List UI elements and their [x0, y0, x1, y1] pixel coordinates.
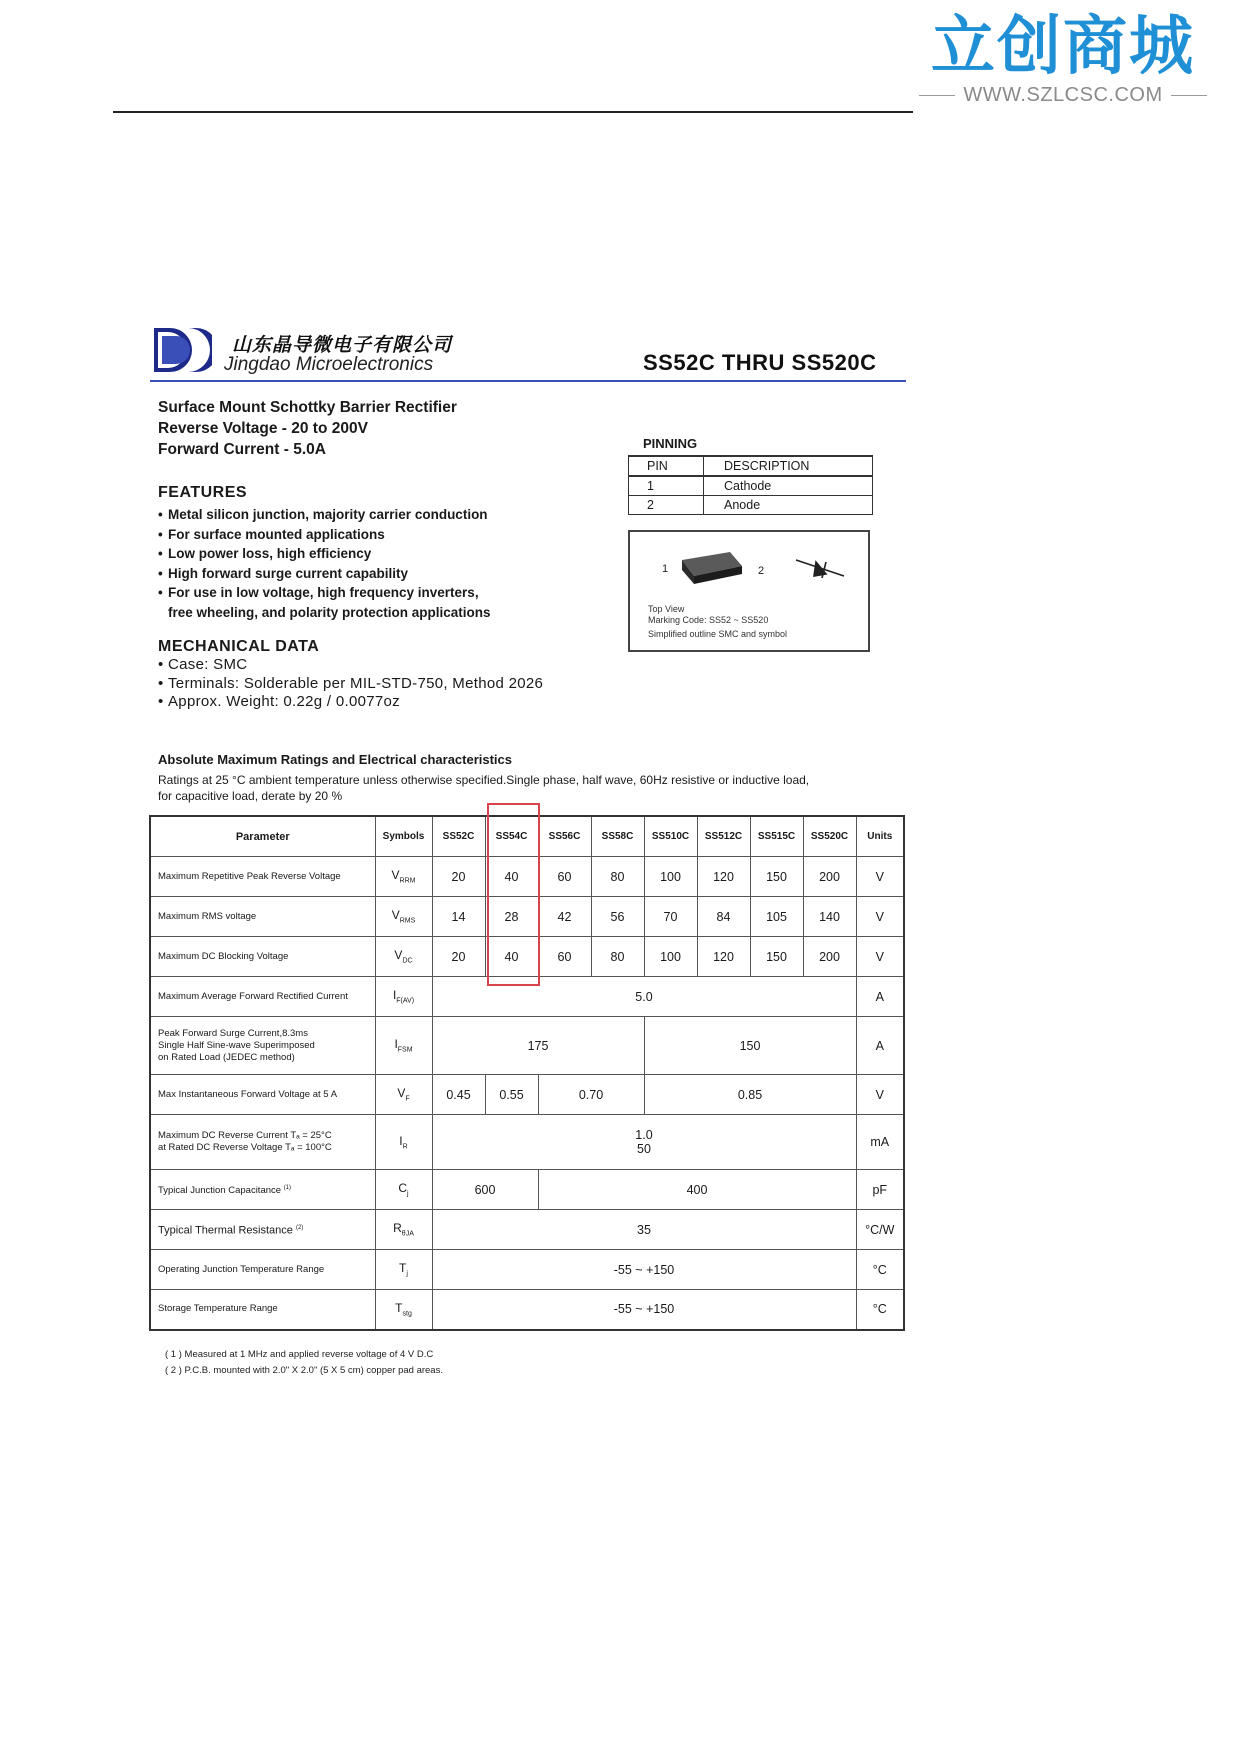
cell-value: 80	[591, 857, 644, 897]
table-row	[150, 1017, 904, 1075]
symbol-sub: stg	[402, 1310, 412, 1318]
cell-value: 0.85	[644, 1075, 856, 1115]
feature-item-continuation: free wheeling, and polarity protection applications	[168, 604, 491, 620]
mechanical-heading: MECHANICAL DATA	[158, 638, 320, 655]
param-line: Peak Forward Surge Current,8.3ms	[158, 1027, 308, 1039]
symbol-sub: DC	[402, 957, 413, 965]
symbol-vf	[375, 1075, 432, 1115]
header-parameter: Parameter	[150, 816, 375, 857]
cell-value: 150	[750, 937, 803, 977]
feature-item: • For surface mounted applications	[158, 525, 491, 545]
brand-url: WWW.SZLCSC.COM	[963, 84, 1163, 106]
cell-unit: V	[856, 857, 904, 897]
param-vdc: Maximum DC Blocking Voltage	[150, 937, 375, 977]
symbol-sub: RMS	[399, 917, 416, 925]
package-caption-outline: Simplified outline SMC and symbol	[648, 629, 788, 639]
cell-unit: A	[856, 977, 904, 1017]
product-summary	[158, 397, 457, 460]
table-row	[150, 1170, 904, 1210]
symbol-rth	[375, 1210, 432, 1250]
param-vrms: Maximum RMS voltage	[150, 897, 375, 937]
pin-number: 1	[629, 476, 704, 496]
symbol-main: V	[394, 948, 403, 963]
ratings-note-line: for capacitive load, derate by 20 %	[158, 789, 343, 803]
symbol-sub: FSM	[397, 1046, 413, 1054]
feature-item: • Metal silicon junction, majority carrier conduction	[158, 505, 491, 525]
symbol-vdc	[375, 937, 432, 977]
cell-value: 14	[432, 897, 485, 937]
symbol-main: V	[397, 1086, 406, 1101]
top-rule	[113, 111, 913, 113]
symbol-tj	[375, 1250, 432, 1290]
document-title: SS52C THRU SS520C	[643, 350, 877, 375]
cell-value: 600	[432, 1170, 538, 1210]
summary-line: Surface Mount Schottky Barrier Rectifier	[158, 399, 457, 416]
mechanical-item: • Case: SMC	[158, 656, 543, 675]
symbol-sub: R	[402, 1143, 408, 1151]
cell-value: 28	[485, 897, 538, 937]
cell-unit: mA	[856, 1115, 904, 1170]
package-pin1-label: 1	[662, 563, 669, 575]
cell-value: 0.45	[432, 1075, 485, 1115]
brand-dash-left	[919, 95, 955, 96]
cell-unit: pF	[856, 1170, 904, 1210]
brand-name: 立创商城	[931, 10, 1195, 84]
footnotes	[165, 1347, 443, 1379]
cell-value: 35	[432, 1210, 856, 1250]
symbol-main: T	[395, 1301, 403, 1316]
ratings-note-line: Ratings at 25 °C ambient temperature unless otherwise specified.Single phase, half wave, 60Hz resistive or inductive load,	[158, 773, 810, 787]
param-line: on Rated Load (JEDEC method)	[158, 1051, 295, 1063]
symbol-ifsm	[375, 1017, 432, 1075]
symbol-main: T	[399, 1261, 407, 1276]
cell-unit: V	[856, 1075, 904, 1115]
symbol-sub: F	[405, 1095, 410, 1103]
cell-value: 0.55	[485, 1075, 538, 1115]
param-text: Typical Thermal Resistance	[158, 1224, 293, 1237]
param-line: at Rated DC Reverse Voltage Tₐ = 100°C	[158, 1142, 332, 1153]
cell-value-stack	[432, 1115, 856, 1170]
cell-unit: A	[856, 1017, 904, 1075]
cell-value: 140	[803, 897, 856, 937]
symbol-sub: j	[406, 1270, 408, 1278]
cell-value: 120	[697, 857, 750, 897]
pinning-table	[628, 455, 873, 515]
package-caption-view: Top View	[648, 604, 685, 614]
description-header: DESCRIPTION	[704, 456, 873, 476]
cell-value: 1.0	[635, 1128, 653, 1142]
package-caption-marking: Marking Code: SS52 ~ SS520	[648, 615, 769, 625]
table-row	[150, 1250, 904, 1290]
header-units: Units	[856, 816, 904, 857]
company-name-cn: 山东晶导微电子有限公司	[232, 334, 453, 356]
symbol-main: I	[392, 988, 397, 1003]
param-text: Typical Junction Capacitance	[158, 1185, 282, 1197]
header-part: SS510C	[644, 816, 697, 857]
cell-value: 80	[591, 937, 644, 977]
mechanical-item: • Terminals: Solderable per MIL-STD-750, Method 2026	[158, 675, 543, 694]
feature-item: • For use in low voltage, high frequency inverters,	[158, 583, 491, 603]
symbol-main: R	[393, 1221, 402, 1236]
pinning-row	[629, 496, 873, 515]
symbol-main: C	[398, 1181, 408, 1196]
table-row	[150, 1075, 904, 1115]
cell-value: 150	[750, 857, 803, 897]
cell-value: 70	[644, 897, 697, 937]
table-row	[150, 1290, 904, 1330]
symbol-ir	[375, 1115, 432, 1170]
pinning-header-row	[629, 456, 873, 476]
cell-value: 20	[432, 857, 485, 897]
diode-symbol-icon	[796, 560, 844, 578]
pin-description: Anode	[704, 496, 873, 515]
company-name-en: Jingdao Microelectronics	[224, 354, 434, 375]
header-part: SS52C	[432, 816, 485, 857]
cell-value: 50	[637, 1142, 651, 1156]
symbol-sub: F(AV)	[396, 997, 415, 1005]
cell-value: 120	[697, 937, 750, 977]
header-part: SS58C	[591, 816, 644, 857]
cell-value: 0.70	[538, 1075, 644, 1115]
pin-number: 2	[629, 496, 704, 515]
brand-logo	[918, 10, 1208, 110]
brand-dash-right	[1171, 95, 1207, 96]
cell-value: 150	[644, 1017, 856, 1075]
header-symbols: Symbols	[375, 816, 432, 857]
cell-unit: °C	[856, 1290, 904, 1330]
cell-value: 40	[485, 937, 538, 977]
header-part: SS512C	[697, 816, 750, 857]
symbol-main: I	[394, 1037, 398, 1052]
symbol-vrms	[375, 897, 432, 937]
mechanical-item: • Approx. Weight: 0.22g / 0.0077oz	[158, 693, 543, 712]
header-rule	[150, 380, 906, 382]
cell-value: 175	[432, 1017, 644, 1075]
header-part: SS515C	[750, 816, 803, 857]
param-line: Maximum DC Reverse Current Tₐ = 25°C	[158, 1130, 332, 1141]
ratings-heading: Absolute Maximum Ratings and Electrical characteristics	[158, 752, 513, 767]
smc-package-icon	[682, 552, 742, 584]
param-vf: Max Instantaneous Forward Voltage at 5 A	[150, 1075, 375, 1115]
cell-value: 400	[538, 1170, 856, 1210]
symbol-ifav	[375, 977, 432, 1017]
cell-value: 5.0	[432, 977, 856, 1017]
cell-value: 40	[485, 857, 538, 897]
pinning-heading: PINNING	[643, 436, 698, 451]
cell-unit: °C	[856, 1250, 904, 1290]
package-outline-box	[628, 530, 870, 652]
param-line: Single Half Sine-wave Superimposed	[158, 1039, 315, 1051]
cell-value: 60	[538, 857, 591, 897]
feature-item: • High forward surge current capability	[158, 564, 491, 584]
param-ir	[150, 1115, 375, 1170]
table-row	[150, 1210, 904, 1250]
cell-value: -55 ~ +150	[432, 1250, 856, 1290]
highlight-box-ss54c	[487, 803, 540, 986]
cell-value: 100	[644, 857, 697, 897]
summary-line: Reverse Voltage - 20 to 200V	[158, 420, 368, 437]
cell-value: 200	[803, 937, 856, 977]
package-pin2-label: 2	[758, 565, 765, 577]
cell-unit: V	[856, 937, 904, 977]
header-part: SS56C	[538, 816, 591, 857]
param-ifsm	[150, 1017, 375, 1075]
cell-value: 20	[432, 937, 485, 977]
symbol-cj	[375, 1170, 432, 1210]
param-rth	[150, 1210, 375, 1250]
cell-value: 56	[591, 897, 644, 937]
summary-line: Forward Current - 5.0A	[158, 441, 326, 458]
cell-value: -55 ~ +150	[432, 1290, 856, 1330]
symbol-tstg	[375, 1290, 432, 1330]
footnote: ( 2 ) P.C.B. mounted with 2.0" X 2.0" (5 X 5 cm) copper pad areas.	[165, 1365, 443, 1376]
symbol-vrrm	[375, 857, 432, 897]
footnote-ref: (2)	[295, 1225, 304, 1232]
symbol-main: V	[391, 908, 400, 923]
pin-description: Cathode	[704, 476, 873, 496]
param-ifav: Maximum Average Forward Rectified Current	[150, 977, 375, 1017]
cell-unit: °C/W	[856, 1210, 904, 1250]
symbol-main: V	[391, 868, 400, 883]
features-list	[158, 505, 491, 622]
symbol-sub: RRM	[399, 877, 416, 885]
symbol-sub: θJA	[401, 1230, 414, 1238]
features-heading: FEATURES	[158, 484, 248, 501]
cell-value: 100	[644, 937, 697, 977]
cell-unit: V	[856, 897, 904, 937]
cell-value: 60	[538, 937, 591, 977]
company-logo-icon	[152, 326, 212, 376]
table-row	[150, 1115, 904, 1170]
cell-value: 42	[538, 897, 591, 937]
header-part: SS54C	[485, 816, 538, 857]
param-tstg: Storage Temperature Range	[150, 1290, 375, 1330]
param-cj	[150, 1170, 375, 1210]
ratings-note	[158, 772, 918, 804]
pin-header: PIN	[629, 456, 704, 476]
pinning-row	[629, 476, 873, 496]
cell-value: 84	[697, 897, 750, 937]
param-vrrm: Maximum Repetitive Peak Reverse Voltage	[150, 857, 375, 897]
package-drawing	[630, 532, 868, 650]
param-tj: Operating Junction Temperature Range	[150, 1250, 375, 1290]
cell-value: 105	[750, 897, 803, 937]
symbol-main: I	[399, 1133, 403, 1148]
footnote: ( 1 ) Measured at 1 MHz and applied reverse voltage of 4 V D.C	[165, 1349, 434, 1360]
mechanical-list	[158, 656, 543, 712]
symbol-sub: j	[407, 1190, 409, 1198]
header-part: SS520C	[803, 816, 856, 857]
feature-item: • Low power loss, high efficiency	[158, 544, 491, 564]
footnote-ref: (1)	[283, 1184, 292, 1191]
cell-value: 200	[803, 857, 856, 897]
